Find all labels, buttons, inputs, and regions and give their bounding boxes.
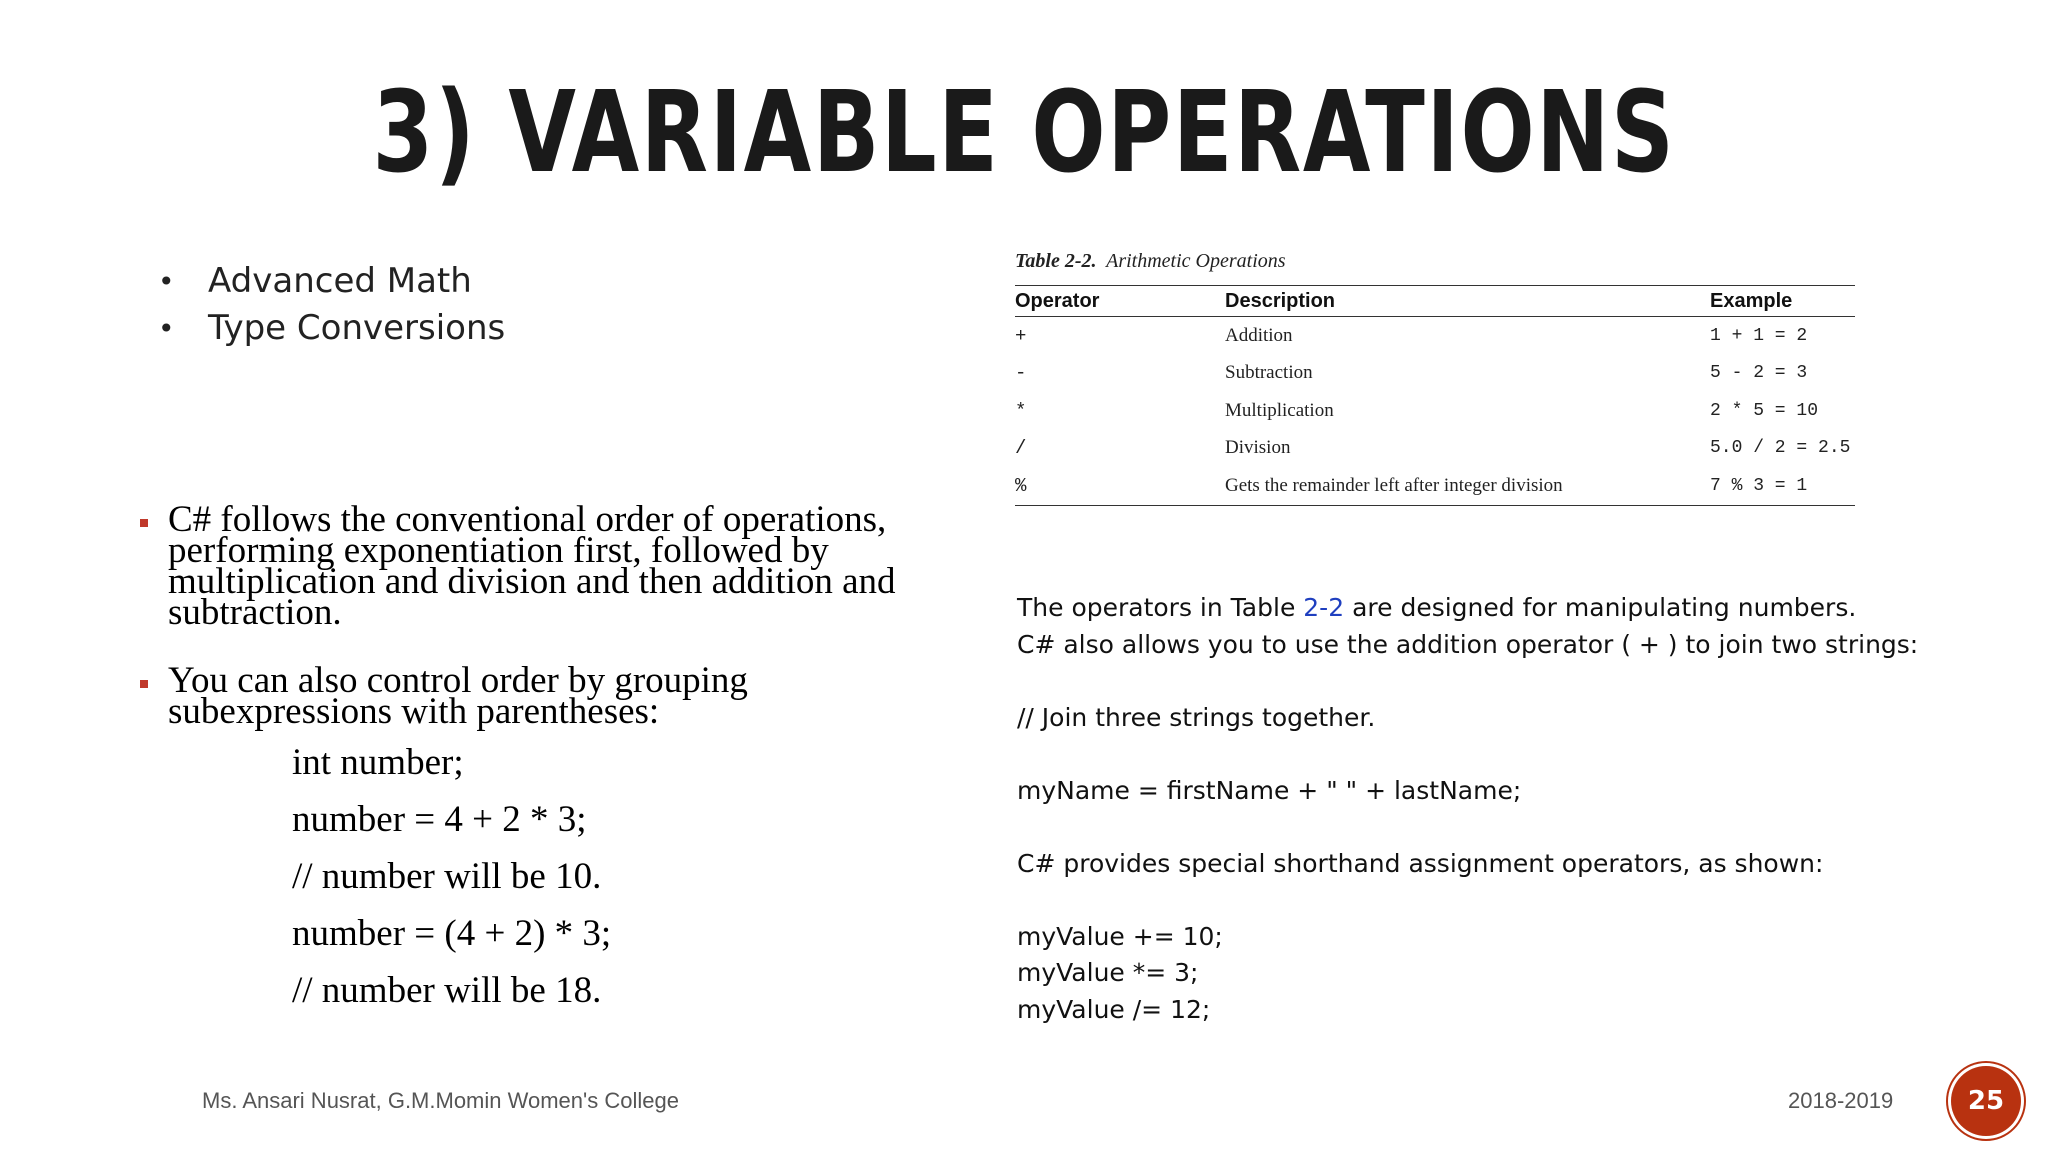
table-caption-title: Arithmetic Operations (1106, 250, 1286, 272)
footer-author: Ms. Ansari Nusrat, G.M.Momin Women's College (202, 1088, 679, 1113)
spacer (1017, 882, 2017, 919)
operator-cell: / (1015, 437, 1027, 460)
order-of-operations-list (140, 499, 940, 764)
example-cell: 2 * 5 = 10 (1710, 400, 1819, 421)
order-bullet-item (140, 660, 940, 732)
intro-text: The operators in Table (1017, 593, 1304, 622)
operator-cell: % (1015, 474, 1027, 497)
order-bullet-text: You can also control order by grouping subexpressions with parentheses: (168, 660, 748, 732)
code-line: int number; (292, 742, 464, 783)
shorthand-intro: C# provides special shorthand assignment operators, as shown: (1017, 848, 1824, 878)
example-cell: 1 + 1 = 2 (1710, 325, 1808, 346)
topic-bullet-list (150, 258, 505, 352)
table-reference-link[interactable]: 2-2 (1303, 593, 1345, 622)
bullet-dot-icon: • (158, 265, 175, 298)
bullet-dot-icon: • (158, 312, 175, 345)
shorthand-code-line: myValue /= 12; (1017, 994, 1211, 1024)
column-header-description: Description (1225, 286, 1710, 317)
description-cell: Division (1225, 437, 1291, 459)
table-header-row (1015, 286, 1855, 317)
join-code-line: myName = firstName + " " + lastName; (1017, 775, 1522, 805)
column-header-example: Example (1710, 286, 1855, 317)
topic-bullet-text: Type Conversions (208, 308, 506, 348)
code-line: number = (4 + 2) * 3; (292, 913, 612, 954)
shorthand-code-line: myValue *= 3; (1017, 958, 1199, 987)
intro-line-2: C# also allows you to use the addition operator ( + ) to join two strings: (1017, 629, 1919, 659)
topic-bullet-item (150, 305, 505, 352)
spacer (1017, 736, 2017, 773)
spacer (1017, 663, 2017, 700)
code-example (292, 734, 611, 1019)
intro-line (1017, 590, 2017, 627)
table-row (1015, 467, 1855, 505)
intro-text: are designed for manipulating numbers. (1344, 593, 1857, 622)
shorthand-code-line: myValue += 10; (1017, 921, 1223, 951)
table-caption-label: Table 2-2. (1015, 250, 1097, 272)
order-bullet-item (140, 499, 940, 633)
table-row (1015, 317, 1855, 355)
topic-bullet-text: Advanced Math (208, 261, 472, 301)
description-cell: Multiplication (1225, 399, 1334, 421)
arithmetic-operations-table (1015, 285, 1855, 506)
table-row (1015, 430, 1855, 468)
example-cell: 7 % 3 = 1 (1710, 475, 1808, 496)
table-row (1015, 355, 1855, 393)
code-line: // number will be 10. (292, 856, 602, 897)
table-row (1015, 392, 1855, 430)
operator-cell: - (1015, 362, 1027, 385)
column-header-operator: Operator (1015, 286, 1225, 317)
operator-cell: + (1015, 324, 1027, 347)
code-line: // number will be 18. (292, 970, 602, 1011)
square-bullet-icon (140, 519, 148, 527)
slide-title: 3) VARIABLE OPERATIONS (372, 68, 1676, 198)
operator-cell: * (1015, 399, 1027, 422)
example-cell: 5.0 / 2 = 2.5 (1710, 438, 1851, 459)
string-operations-text (1017, 590, 2017, 1028)
table-caption (1015, 250, 1286, 273)
code-line: number = 4 + 2 * 3; (292, 799, 587, 840)
description-cell: Subtraction (1225, 362, 1313, 384)
description-cell: Addition (1225, 324, 1293, 346)
footer-year: 2018-2019 (1788, 1088, 1894, 1113)
spacer (1017, 809, 2017, 846)
description-cell: Gets the remainder left after integer division (1225, 474, 1563, 496)
page-number-badge: 25 (1951, 1066, 2021, 1136)
topic-bullet-item (150, 258, 505, 305)
square-bullet-icon (140, 680, 148, 688)
order-bullet-text: C# follows the conventional order of operations, performing exponentiation first, followed by multiplication and division and then addition and subtraction. (168, 499, 896, 633)
join-comment: // Join three strings together. (1017, 702, 1376, 732)
example-cell: 5 - 2 = 3 (1710, 363, 1808, 384)
